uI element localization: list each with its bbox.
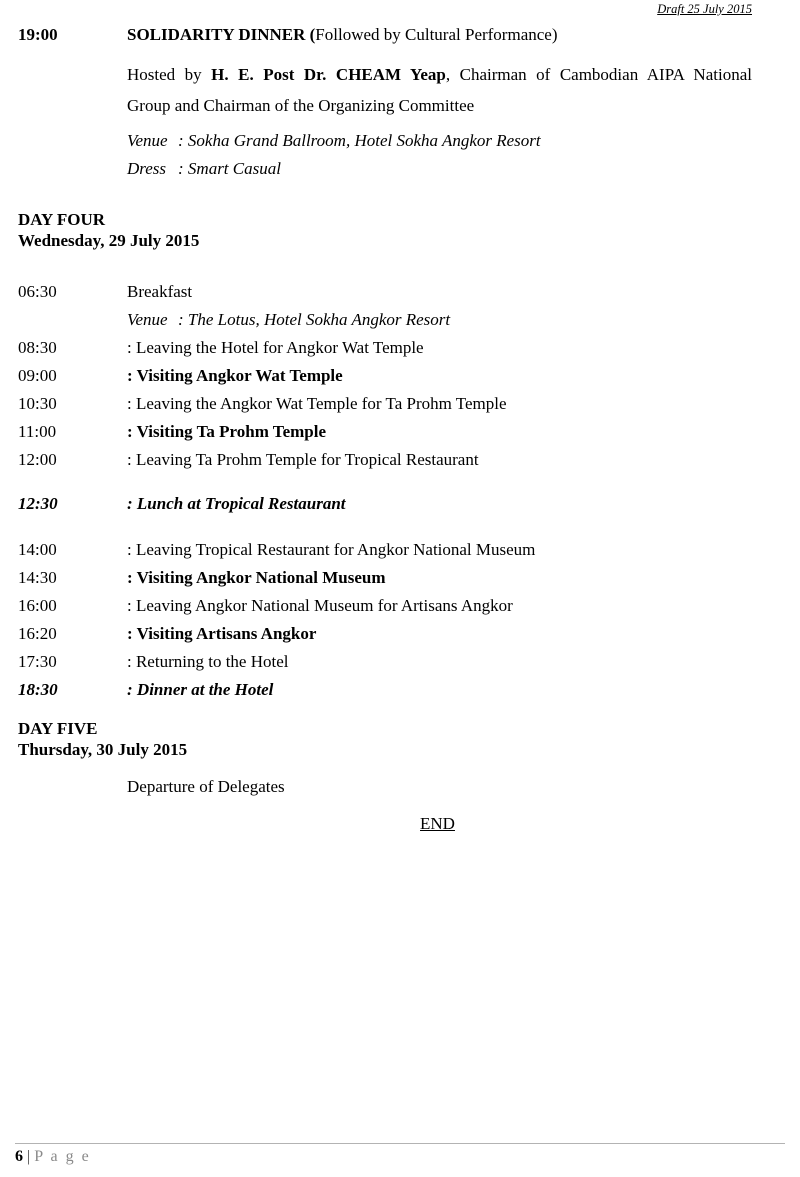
schedule-time: 14:00	[18, 540, 57, 559]
draft-date-note: Draft 25 July 2015	[657, 2, 752, 16]
day-four-title: DAY FOUR	[18, 210, 106, 229]
schedule-text: : Visiting Artisans Angkor	[127, 624, 317, 643]
day-four-schedule	[18, 278, 752, 704]
schedule-description	[127, 490, 752, 518]
schedule-venue-label: Venue	[127, 310, 168, 329]
schedule-row	[18, 592, 752, 620]
venue-value: : Sokha Grand Ballroom, Hotel Sokha Angkor Resort	[178, 131, 541, 150]
schedule-time: 12:30	[18, 494, 58, 513]
schedule-description	[127, 620, 752, 648]
schedule-row	[18, 648, 752, 676]
schedule-row	[18, 620, 752, 648]
event-title-bold: SOLIDARITY DINNER (	[127, 25, 316, 44]
schedule-description	[127, 676, 752, 704]
day-four-date: Wednesday, 29 July 2015	[18, 231, 200, 250]
hosted-by-line2: Group and Chairman of the Organizing Committee	[127, 96, 475, 115]
schedule-row	[18, 564, 752, 592]
schedule-row	[18, 390, 752, 418]
schedule-row	[18, 490, 752, 518]
schedule-text: : Lunch at Tropical Restaurant	[127, 494, 346, 513]
schedule-description	[127, 564, 752, 592]
footer-separator: |	[27, 1148, 31, 1165]
page-footer	[15, 1143, 785, 1167]
footer-page-label: P a g e	[34, 1148, 91, 1165]
schedule-text: : Leaving the Hotel for Angkor Wat Temple	[127, 338, 424, 357]
schedule-text: : Returning to the Hotel	[127, 652, 289, 671]
solidarity-dinner-row	[18, 23, 752, 47]
hosted-line1-rest: , Chairman of Cambodian AIPA National	[445, 65, 752, 84]
day-five-date: Thursday, 30 July 2015	[18, 740, 188, 759]
event-title-rest: Followed by Cultural Performance)	[315, 25, 558, 44]
schedule-description	[127, 418, 752, 446]
schedule-description	[127, 773, 752, 801]
schedule-text: : Leaving the Angkor Wat Temple for Ta Prohm Temple	[127, 394, 507, 413]
venue-line	[127, 127, 752, 155]
end-marker-wrap	[18, 812, 752, 836]
schedule-row	[18, 676, 752, 704]
day-five-heading	[18, 718, 752, 760]
schedule-time	[18, 773, 127, 801]
event-title	[127, 23, 752, 47]
schedule-description	[127, 334, 752, 362]
schedule-time: 06:30	[18, 282, 57, 301]
event-meta-block	[127, 127, 752, 183]
hosted-by-line1	[127, 59, 752, 90]
schedule-description	[127, 390, 752, 418]
schedule-row	[18, 446, 752, 474]
schedule-time: 09:00	[18, 366, 57, 385]
hosted-by-paragraph	[127, 59, 752, 121]
schedule-text: Breakfast	[127, 282, 193, 301]
schedule-description	[127, 536, 752, 564]
schedule-description	[127, 648, 752, 676]
schedule-text: : The Lotus, Hotel Sokha Angkor Resort	[178, 310, 451, 329]
schedule-row	[18, 536, 752, 564]
schedule-time: 17:30	[18, 652, 57, 671]
schedule-description	[127, 446, 752, 474]
dress-label: Dress	[127, 159, 167, 178]
page-number: 6	[15, 1148, 23, 1165]
host-name: H. E. Post Dr. CHEAM Yeap	[211, 65, 446, 84]
schedule-text: : Dinner at the Hotel	[127, 680, 274, 699]
schedule-description	[127, 306, 752, 334]
event-time: 19:00	[18, 25, 58, 44]
schedule-time: 08:30	[18, 338, 57, 357]
schedule-text: : Leaving Tropical Restaurant for Angkor National Museum	[127, 540, 536, 559]
schedule-time: 14:30	[18, 568, 57, 587]
schedule-time: 16:00	[18, 596, 57, 615]
schedule-row	[18, 306, 752, 334]
schedule-row	[18, 418, 752, 446]
schedule-row	[18, 278, 752, 306]
end-marker: END	[420, 814, 455, 833]
dress-line	[127, 155, 752, 183]
venue-label: Venue	[127, 131, 168, 150]
schedule-row	[18, 773, 752, 801]
day-five-title: DAY FIVE	[18, 719, 98, 738]
schedule-text: : Visiting Angkor National Museum	[127, 568, 386, 587]
schedule-text: : Leaving Ta Prohm Temple for Tropical Restaurant	[127, 450, 479, 469]
schedule-row	[18, 362, 752, 390]
schedule-time: 10:30	[18, 394, 57, 413]
schedule-row	[18, 334, 752, 362]
dress-value: : Smart Casual	[178, 159, 281, 178]
schedule-description	[127, 278, 752, 306]
schedule-time: 12:00	[18, 450, 57, 469]
schedule-text: : Leaving Angkor National Museum for Artisans Angkor	[127, 596, 513, 615]
schedule-time	[18, 306, 127, 334]
schedule-description	[127, 362, 752, 390]
schedule-time: 11:00	[18, 422, 57, 441]
schedule-text: Departure of Delegates	[127, 777, 285, 796]
hosted-prefix: Hosted by	[127, 65, 212, 84]
schedule-time: 16:20	[18, 624, 57, 643]
day-five-schedule	[18, 773, 752, 801]
schedule-text: : Visiting Ta Prohm Temple	[127, 422, 327, 441]
schedule-text: : Visiting Angkor Wat Temple	[127, 366, 343, 385]
schedule-description	[127, 592, 752, 620]
day-four-heading	[18, 209, 752, 251]
schedule-time: 18:30	[18, 680, 58, 699]
